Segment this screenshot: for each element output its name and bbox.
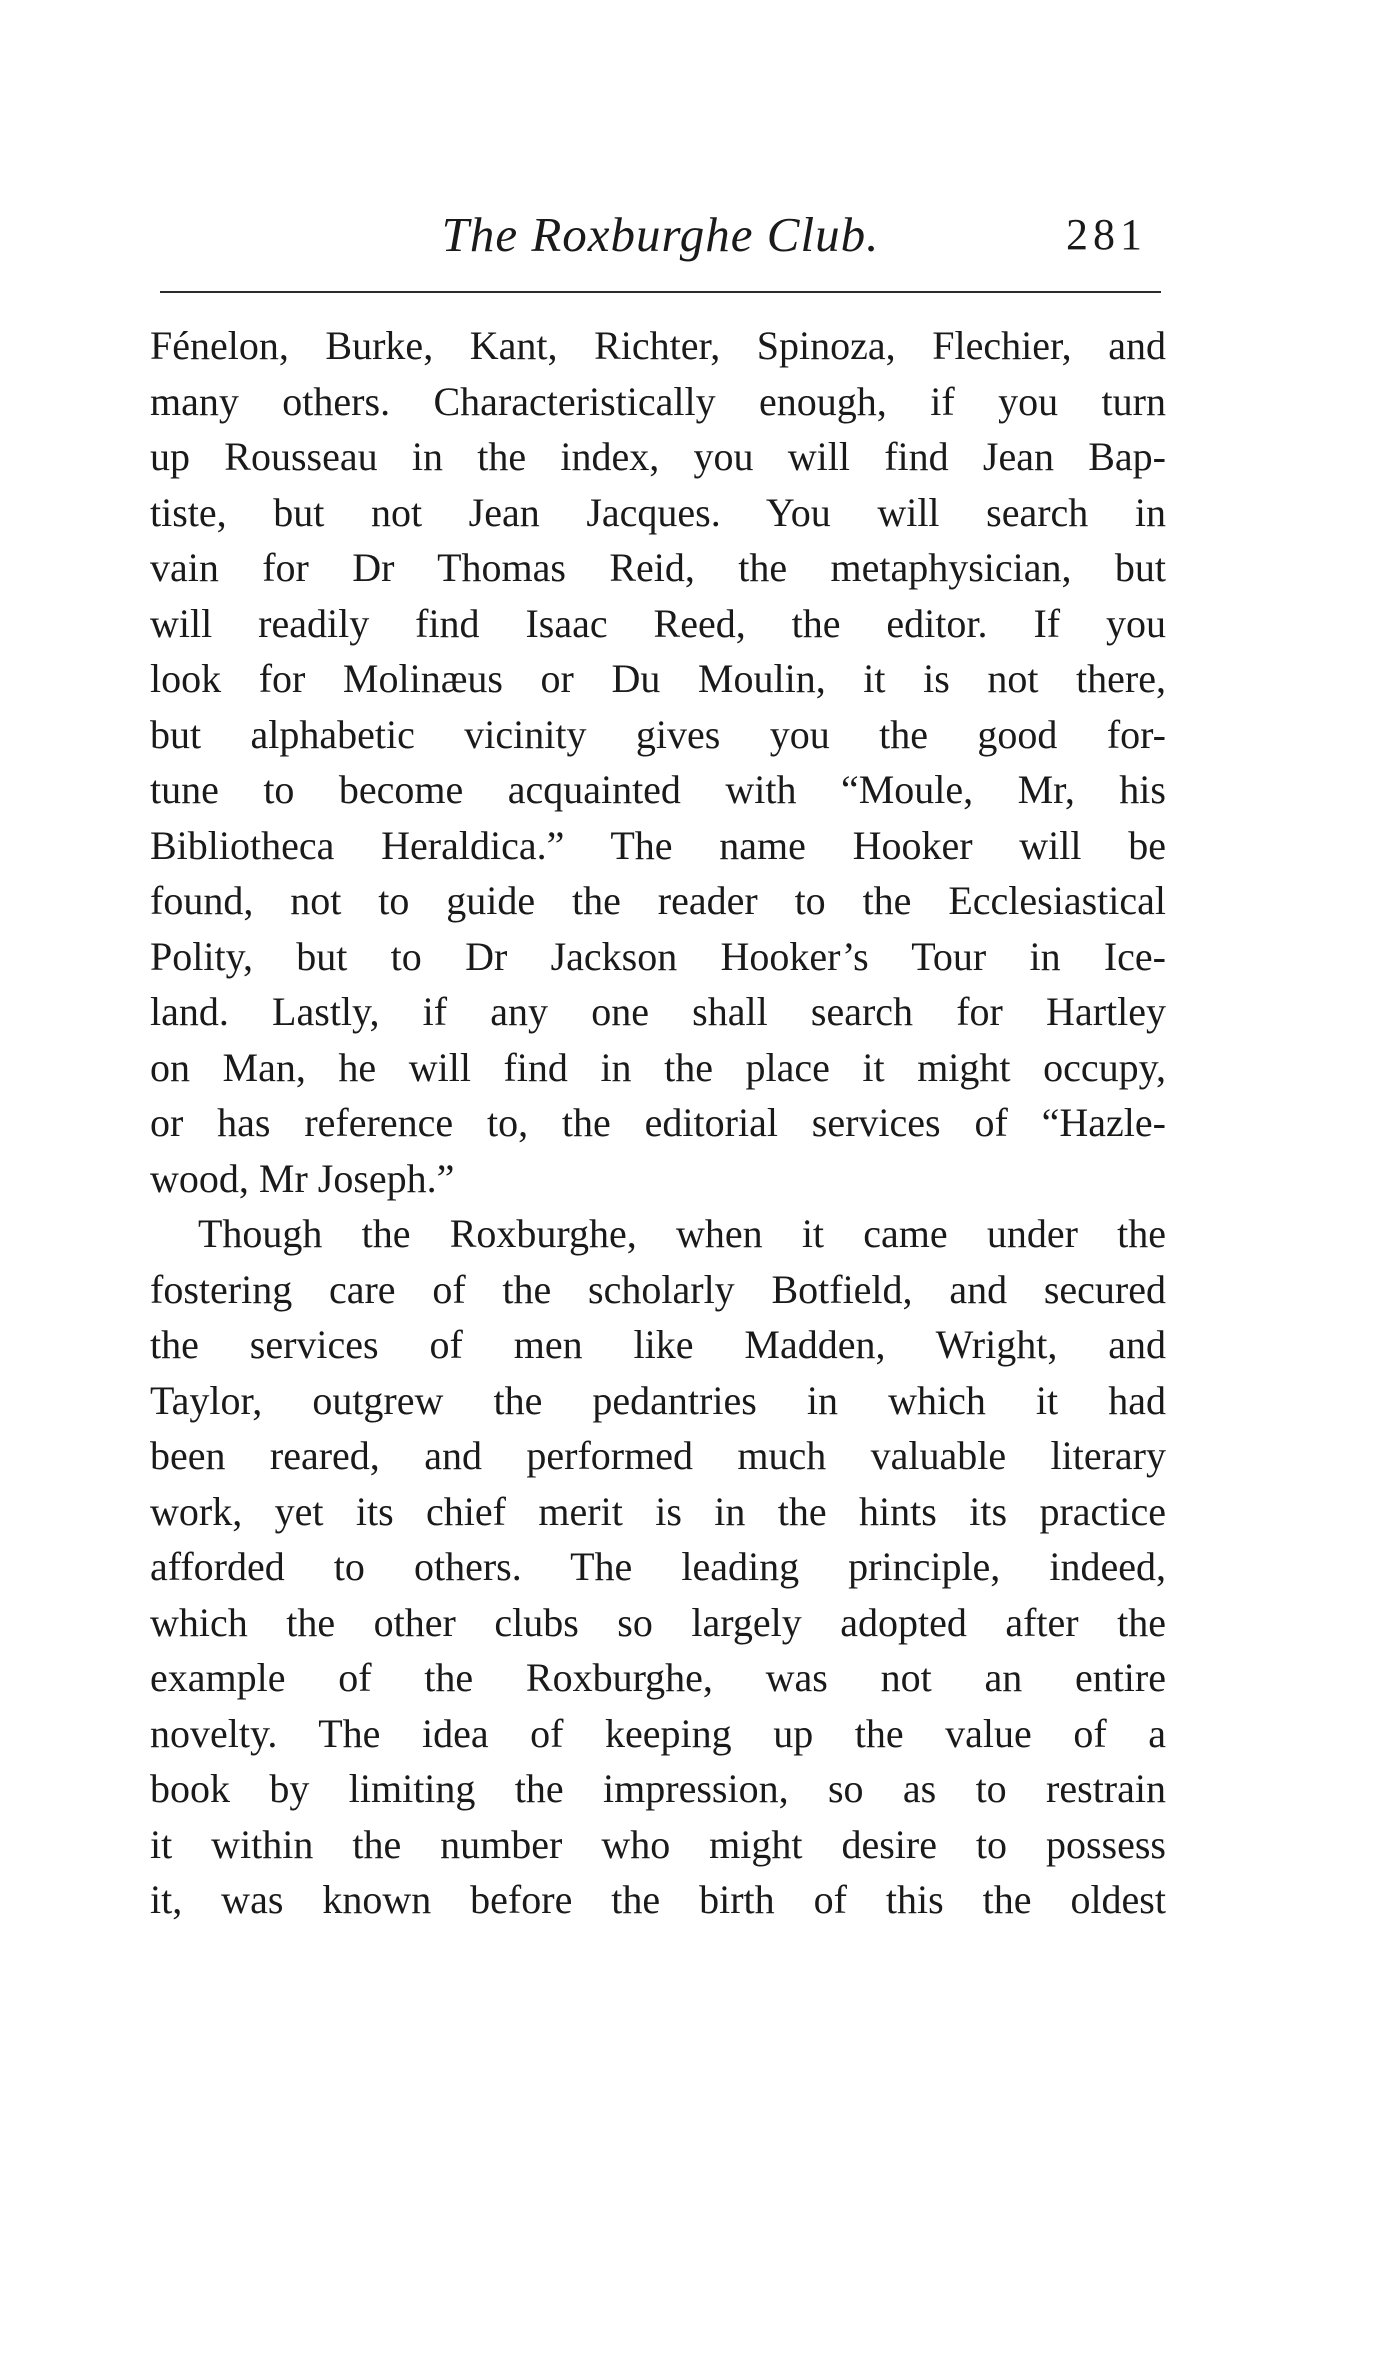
text-line: tiste, but not Jean Jacques. You will search in — [150, 489, 1166, 535]
paragraph-1 — [150, 318, 1166, 1206]
text-line: will readily find Isaac Reed, the editor. If you — [150, 600, 1166, 646]
text-line: found, not to guide the reader to the Ecclesiastical — [150, 878, 1166, 923]
text-line: Taylor, outgrew the pedantries in which it had — [150, 1377, 1166, 1423]
text-line: it within the number who might desire to possess — [150, 1821, 1166, 1867]
paragraph-2 — [150, 1206, 1166, 1928]
text-line: Though the Roxburghe, when it came under the — [198, 1211, 1166, 1256]
text-line: vain for Dr Thomas Reid, the metaphysician, but — [150, 545, 1166, 590]
text-line: afforded to others. The leading principle, indeed, — [150, 1544, 1166, 1589]
text-line: fostering care of the scholarly Botfield, and secured — [150, 1266, 1166, 1312]
running-head — [160, 200, 1161, 270]
text-line: many others. Characteristically enough, if you turn — [150, 378, 1166, 424]
text-line: book by limiting the impression, so as to restrain — [150, 1766, 1166, 1811]
text-line: novelty. The idea of keeping up the value of a — [150, 1710, 1166, 1756]
text-line: which the other clubs so largely adopted after the — [150, 1599, 1166, 1645]
text-line: look for Molinæus or Du Moulin, it is not there, — [150, 656, 1166, 701]
text-line: on Man, he will find in the place it might occupy, — [150, 1044, 1166, 1090]
header-rule — [160, 291, 1161, 293]
text-line: example of the Roxburghe, was not an entire — [150, 1655, 1166, 1700]
text-line: wood, Mr Joseph.” — [150, 1155, 455, 1201]
text-line: the services of men like Madden, Wright, and — [150, 1322, 1166, 1367]
text-line: been reared, and performed much valuable literary — [150, 1433, 1166, 1478]
text-line: Polity, but to Dr Jackson Hooker’s Tour in Ice- — [150, 933, 1166, 979]
text-line: it, was known before the birth of this the oldest — [150, 1877, 1166, 1922]
text-line: tune to become acquainted with “Moule, Mr, his — [150, 767, 1166, 812]
text-line: but alphabetic vicinity gives you the good for- — [150, 711, 1166, 757]
body-text — [150, 318, 1166, 1928]
running-title: The Roxburghe Club. — [441, 207, 880, 262]
text-line: land. Lastly, if any one shall search for Hartley — [150, 989, 1166, 1034]
text-line: Fénelon, Burke, Kant, Richter, Spinoza, Flechier, and — [150, 323, 1166, 368]
text-line: Bibliotheca Heraldica.” The name Hooker will be — [150, 822, 1166, 868]
text-line: up Rousseau in the index, you will find Jean Bap- — [150, 434, 1166, 479]
text-line: or has reference to, the editorial services of “Hazle- — [150, 1100, 1166, 1145]
page-number: 281 — [1066, 210, 1147, 259]
text-line: work, yet its chief merit is in the hints its practice — [150, 1488, 1166, 1534]
